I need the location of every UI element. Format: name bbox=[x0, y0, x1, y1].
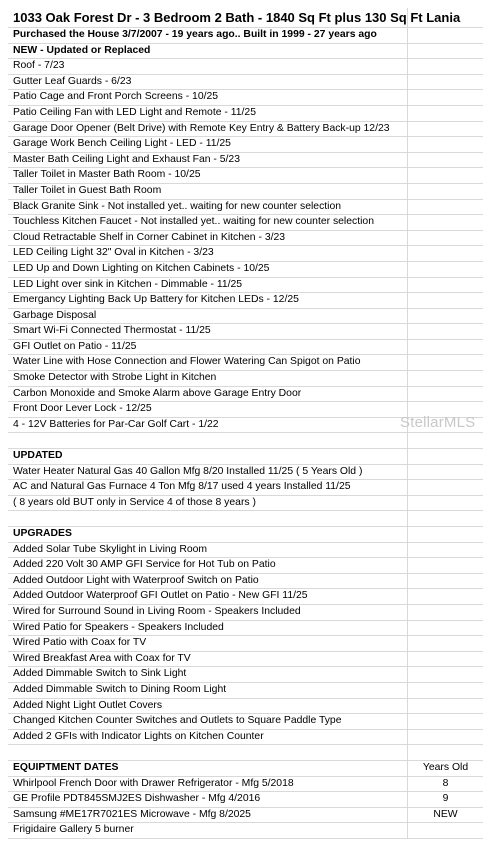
item-text: Patio Cage and Front Porch Screens - 10/25 bbox=[8, 90, 408, 105]
list-item bbox=[8, 714, 483, 730]
item-text: Water Heater Natural Gas 40 Gallon Mfg 8/20 Installed 11/25 ( 5 Years Old ) bbox=[8, 465, 408, 480]
item-text: Added Dimmable Switch to Dining Room Light bbox=[8, 683, 408, 698]
item-text: Front Door Lever Lock - 12/25 bbox=[8, 402, 408, 417]
item-text: Changed Kitchen Counter Switches and Outlets to Square Paddle Type bbox=[8, 714, 408, 729]
watermark: StellarMLS bbox=[400, 414, 476, 431]
section-header-equipment: EQUIPTMENT DATES bbox=[8, 761, 408, 776]
item-text: Taller Toilet in Guest Bath Room bbox=[8, 184, 408, 199]
item-text: Emergancy Lighting Back Up Battery for Kitchen LEDs - 12/25 bbox=[8, 293, 408, 308]
list-item bbox=[8, 246, 483, 262]
new-items-list bbox=[8, 59, 483, 433]
item-text: Water Line with Hose Connection and Flower Watering Can Spigot on Patio bbox=[8, 355, 408, 370]
list-item bbox=[8, 730, 483, 746]
equipment-row bbox=[8, 777, 483, 793]
item-text: LED Up and Down Lighting on Kitchen Cabinets - 10/25 bbox=[8, 262, 408, 277]
item-text: LED Ceiling Light 32" Oval in Kitchen - 3/23 bbox=[8, 246, 408, 261]
list-item bbox=[8, 153, 483, 169]
title-row bbox=[8, 8, 483, 28]
list-item bbox=[8, 340, 483, 356]
upgrade-items-list bbox=[8, 543, 483, 746]
list-item bbox=[8, 59, 483, 75]
list-item bbox=[8, 465, 483, 481]
item-text: Added Solar Tube Skylight in Living Room bbox=[8, 543, 408, 558]
list-item bbox=[8, 231, 483, 247]
list-item bbox=[8, 200, 483, 216]
item-text: Garage Work Bench Ceiling Light - LED - 11/25 bbox=[8, 137, 408, 152]
list-item bbox=[8, 324, 483, 340]
equipment-age: NEW bbox=[433, 808, 458, 820]
item-text: Wired Patio with Coax for TV bbox=[8, 636, 408, 651]
item-text: LED Light over sink in Kitchen - Dimmable - 11/25 bbox=[8, 278, 408, 293]
years-old-header: Years Old bbox=[422, 761, 469, 773]
list-item bbox=[8, 667, 483, 683]
list-item bbox=[8, 262, 483, 278]
list-item bbox=[8, 106, 483, 122]
list-item bbox=[8, 387, 483, 403]
blank-row bbox=[8, 745, 483, 761]
item-text: Added 220 Volt 30 AMP GFI Service for Hot Tub on Patio bbox=[8, 558, 408, 573]
list-item bbox=[8, 589, 483, 605]
item-text: Cloud Retractable Shelf in Corner Cabinet in Kitchen - 3/23 bbox=[8, 231, 408, 246]
list-item bbox=[8, 683, 483, 699]
item-text: ( 8 years old BUT only in Service 4 of those 8 years ) bbox=[8, 496, 408, 511]
item-text: GFI Outlet on Patio - 11/25 bbox=[8, 340, 408, 355]
item-text: Added Dimmable Switch to Sink Light bbox=[8, 667, 408, 682]
list-item bbox=[8, 137, 483, 153]
list-item bbox=[8, 309, 483, 325]
equipment-row bbox=[8, 823, 483, 839]
item-text: 4 - 12V Batteries for Par-Car Golf Cart - 1/22 bbox=[8, 418, 408, 433]
section-header-new: NEW - Updated or Replaced bbox=[8, 44, 408, 59]
blank-row bbox=[8, 433, 483, 449]
list-item bbox=[8, 293, 483, 309]
item-text: Added Outdoor Waterproof GFI Outlet on Patio - New GFI 11/25 bbox=[8, 589, 408, 604]
item-text: Garbage Disposal bbox=[8, 309, 408, 324]
upgrades-header-row bbox=[8, 527, 483, 543]
list-item bbox=[8, 75, 483, 91]
list-item bbox=[8, 480, 483, 496]
list-item bbox=[8, 636, 483, 652]
item-text: Wired Patio for Speakers - Speakers Included bbox=[8, 621, 408, 636]
list-item bbox=[8, 168, 483, 184]
purchase-row bbox=[8, 28, 483, 44]
equipment-row bbox=[8, 792, 483, 808]
item-text: Smoke Detector with Strobe Light in Kitchen bbox=[8, 371, 408, 386]
new-header-row bbox=[8, 44, 483, 60]
list-item bbox=[8, 278, 483, 294]
item-text: Roof - 7/23 bbox=[8, 59, 408, 74]
item-text: Touchless Kitchen Faucet - Not installed yet.. waiting for new counter selection bbox=[8, 215, 408, 230]
item-text: Carbon Monoxide and Smoke Alarm above Garage Entry Door bbox=[8, 387, 408, 402]
updated-items-list bbox=[8, 465, 483, 512]
list-item bbox=[8, 122, 483, 138]
section-header-upgrades: UPGRADES bbox=[8, 527, 408, 542]
blank-row bbox=[8, 511, 483, 527]
item-text: Added 2 GFIs with Indicator Lights on Kitchen Counter bbox=[8, 730, 408, 745]
equipment-name: GE Profile PDT845SMJ2ES Dishwasher - Mfg 4/2016 bbox=[8, 792, 408, 807]
item-text: Garage Door Opener (Belt Drive) with Remote Key Entry & Battery Back-up 12/23 bbox=[8, 122, 408, 137]
item-text: Smart Wi-Fi Connected Thermostat - 11/25 bbox=[8, 324, 408, 339]
equipment-row bbox=[8, 808, 483, 824]
list-item bbox=[8, 574, 483, 590]
equipment-items-list bbox=[8, 777, 483, 839]
list-item bbox=[8, 558, 483, 574]
item-text: Patio Ceiling Fan with LED Light and Remote - 11/25 bbox=[8, 106, 408, 121]
equipment-name: Whirlpool French Door with Drawer Refrigerator - Mfg 5/2018 bbox=[8, 777, 408, 792]
purchase-line: Purchased the House 3/7/2007 - 19 years ago.. Built in 1999 - 27 years ago bbox=[8, 28, 408, 43]
list-item bbox=[8, 543, 483, 559]
equipment-age: 9 bbox=[442, 793, 449, 805]
updated-header-row bbox=[8, 449, 483, 465]
item-text: AC and Natural Gas Furnace 4 Ton Mfg 8/17 used 4 years Installed 11/25 bbox=[8, 480, 408, 495]
item-text: Master Bath Ceiling Light and Exhaust Fan - 5/23 bbox=[8, 153, 408, 168]
section-header-updated: UPDATED bbox=[8, 449, 408, 464]
list-item bbox=[8, 215, 483, 231]
page-title: 1033 Oak Forest Dr - 3 Bedroom 2 Bath - 1840 Sq Ft plus 130 Sq Ft Lania bbox=[8, 8, 408, 27]
item-text: Gutter Leaf Guards - 6/23 bbox=[8, 75, 408, 90]
list-item bbox=[8, 496, 483, 512]
list-item bbox=[8, 184, 483, 200]
item-text: Added Outdoor Light with Waterproof Switch on Patio bbox=[8, 574, 408, 589]
equipment-header-row bbox=[8, 761, 483, 777]
item-text: Added Night Light Outlet Covers bbox=[8, 699, 408, 714]
list-item bbox=[8, 605, 483, 621]
equipment-name: Frigidaire Gallery 5 burner bbox=[8, 823, 408, 838]
equipment-age bbox=[408, 823, 483, 838]
item-text: Black Granite Sink - Not installed yet.. waiting for new counter selection bbox=[8, 200, 408, 215]
equipment-name: Samsung #ME17R7021ES Microwave - Mfg 8/2025 bbox=[8, 808, 408, 823]
item-text: Taller Toilet in Master Bath Room - 10/25 bbox=[8, 168, 408, 183]
list-item bbox=[8, 371, 483, 387]
item-text: Wired for Surround Sound in Living Room - Speakers Included bbox=[8, 605, 408, 620]
list-item bbox=[8, 355, 483, 371]
item-text: Wired Breakfast Area with Coax for TV bbox=[8, 652, 408, 667]
list-item bbox=[8, 699, 483, 715]
list-item bbox=[8, 90, 483, 106]
list-item bbox=[8, 652, 483, 668]
list-item bbox=[8, 621, 483, 637]
equipment-age: 8 bbox=[442, 777, 449, 789]
